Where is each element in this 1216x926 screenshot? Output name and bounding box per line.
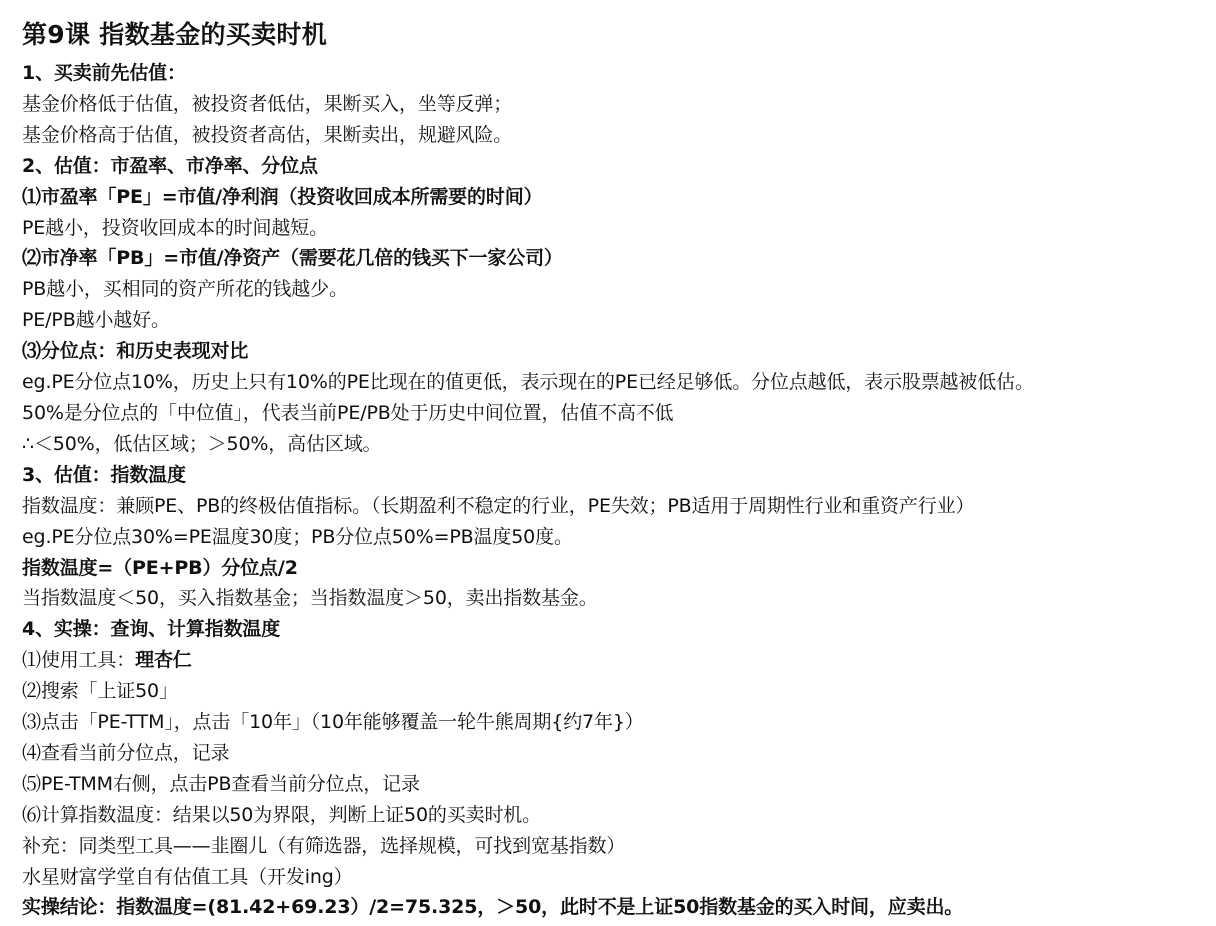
text-segment: ⑶分位点：和历史表现对比 [22, 340, 249, 363]
text-segment: 基金价格高于估值，被投资者高估，果断卖出，规避风险。 [22, 123, 513, 146]
text-line [22, 738, 1216, 769]
text-segment: 当指数温度＜50，买入指数基金；当指数温度＞50，卖出指数基金。 [22, 587, 598, 610]
text-line [22, 89, 1216, 120]
text-segment: 实操结论：指数温度=(81.42+69.23）/2=75.325，＞50，此时不是上证50指数基金的买入时间，应卖出。 [22, 896, 964, 919]
text-line [22, 553, 1216, 584]
text-segment: 基金价格低于估值，被投资者低估，果断买入，坐等反弹； [22, 92, 513, 115]
text-segment: 指数温度=（PE+PB）分位点/2 [22, 556, 298, 579]
text-line [22, 58, 1216, 89]
text-segment: 补充：同类型工具——韭圈儿（有筛选器，选择规模，可找到宽基指数） [22, 834, 626, 857]
text-line [22, 367, 1216, 398]
text-segment: 2、估值：市盈率、市净率、分位点 [22, 154, 318, 177]
text-line [22, 305, 1216, 336]
text-segment: PE越小，投资收回成本的时间越短。 [22, 216, 328, 239]
text-segment: ⑴市盈率「PE」=市值/净利润（投资收回成本所需要的时间） [22, 185, 543, 208]
text-segment: ⑵市净率「PB」=市值/净资产（需要花几倍的钱买下一家公司） [22, 247, 563, 270]
document-body [22, 58, 1216, 923]
text-segment: ⑶点击「PE-TTM」，点击「10年」（10年能够覆盖一轮牛熊周期{约7年}） [22, 711, 644, 734]
text-line [22, 769, 1216, 800]
text-line [22, 213, 1216, 244]
text-line [22, 583, 1216, 614]
text-line [22, 460, 1216, 491]
text-line [22, 491, 1216, 522]
text-line [22, 676, 1216, 707]
text-segment: eg.PE分位点30%=PE温度30度；PB分位点50%=PB温度50度。 [22, 525, 573, 548]
text-line [22, 892, 1216, 923]
text-line [22, 243, 1216, 274]
text-line [22, 831, 1216, 862]
text-segment: 50%是分位点的「中位值」，代表当前PE/PB处于历史中间位置，估值不高不低 [22, 401, 674, 424]
text-segment: ∴＜50%，低估区域；＞50%，高估区域。 [22, 432, 382, 455]
text-segment: ⑸PE-TMM右侧，点击PB查看当前分位点，记录 [22, 772, 420, 795]
text-segment: ⑹计算指数温度：结果以50为界限，判断上证50的买卖时机。 [22, 803, 542, 826]
text-line [22, 182, 1216, 213]
text-line [22, 707, 1216, 738]
text-segment: eg.PE分位点10%，历史上只有10%的PE比现在的值更低，表示现在的PE已经足够低。分位点越低，表示股票越被低估。 [22, 371, 1034, 394]
text-segment: 指数温度：兼顾PE、PB的终极估值指标。（长期盈利不稳定的行业，PE失效；PB适用于周期性行业和重资产行业） [22, 494, 975, 517]
text-segment: PE/PB越小越好。 [22, 309, 170, 332]
text-line [22, 336, 1216, 367]
text-segment: 水星财富学堂自有估值工具（开发ing） [22, 865, 353, 888]
text-line [22, 645, 1216, 676]
text-line [22, 151, 1216, 182]
document-title: 第9课 指数基金的买卖时机 [22, 20, 327, 49]
text-line [22, 614, 1216, 645]
text-segment: PB越小，买相同的资产所花的钱越少。 [22, 278, 348, 301]
text-line [22, 274, 1216, 305]
text-line [22, 522, 1216, 553]
text-line [22, 429, 1216, 460]
text-segment: 3、估值：指数温度 [22, 463, 186, 486]
text-segment: ⑷查看当前分位点，记录 [22, 741, 230, 764]
text-line [22, 120, 1216, 151]
text-line [22, 800, 1216, 831]
text-line [22, 862, 1216, 893]
text-segment: 1、买卖前先估值： [22, 62, 186, 84]
text-segment: 理杏仁 [135, 649, 192, 672]
text-segment: ⑵搜索「上证50」 [22, 680, 178, 703]
text-line [22, 398, 1216, 429]
text-segment: ⑴使用工具： [22, 649, 136, 672]
text-segment: 4、实操：查询、计算指数温度 [22, 618, 281, 641]
